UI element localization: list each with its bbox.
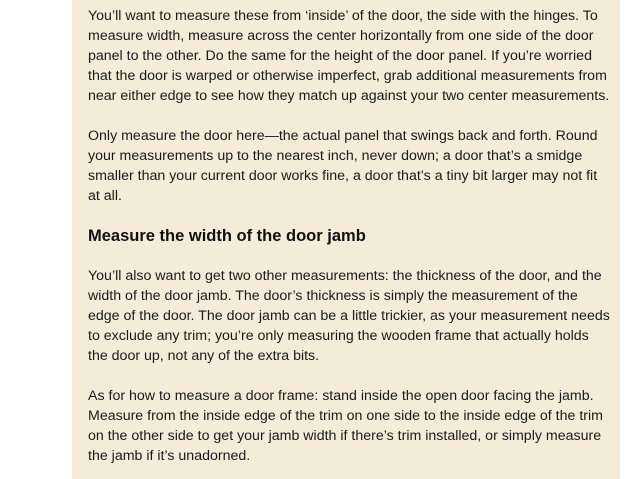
section-heading: Measure the width of the door jamb bbox=[88, 227, 366, 245]
slide-content bbox=[72, 0, 620, 479]
paragraph-spacer bbox=[88, 246, 612, 266]
paragraph-how-to-measure-frame: As for how to measure a door frame: stand inside the open door facing the jamb. Measure from the inside edge of the trim on one side to the inside edge of the trim on the other side to get your jamb width if there’s trim installed, or simply measure the jamb if it’s unadorned. bbox=[88, 388, 603, 464]
paragraph-measure-door-panel: You’ll want to measure these from ‘inside’ of the door, the side with the hinges. To measure width, measure across the center horizontally from one side of the door panel to the other. Do the same for the height of the door panel. If you’re worried that the door is warped or otherwise imperfect, grab additional measurements from near either edge to see how they match up against your two center measurements. bbox=[88, 8, 610, 104]
paragraph-only-measure-door: Only measure the door here—the actual panel that swings back and forth. Round your measurements up to the nearest inch, never down; a door that’s a smidge smaller than your current door works fine, a door that’s a tiny bit larger may not fit at all. bbox=[88, 128, 598, 204]
paragraph-thickness-and-jamb: You’ll also want to get two other measurements: the thickness of the door, and the width of the door jamb. The door’s thickness is simply the measurement of the edge of the door. The door jamb can be a little trickier, as your measurement needs to exclude any trim; you’re only measuring the wooden frame that actually holds the door up, not any of the extra bits. bbox=[88, 268, 610, 364]
paragraph-spacer bbox=[88, 206, 612, 226]
paragraph-spacer bbox=[88, 106, 612, 126]
paragraph-spacer bbox=[88, 366, 612, 386]
